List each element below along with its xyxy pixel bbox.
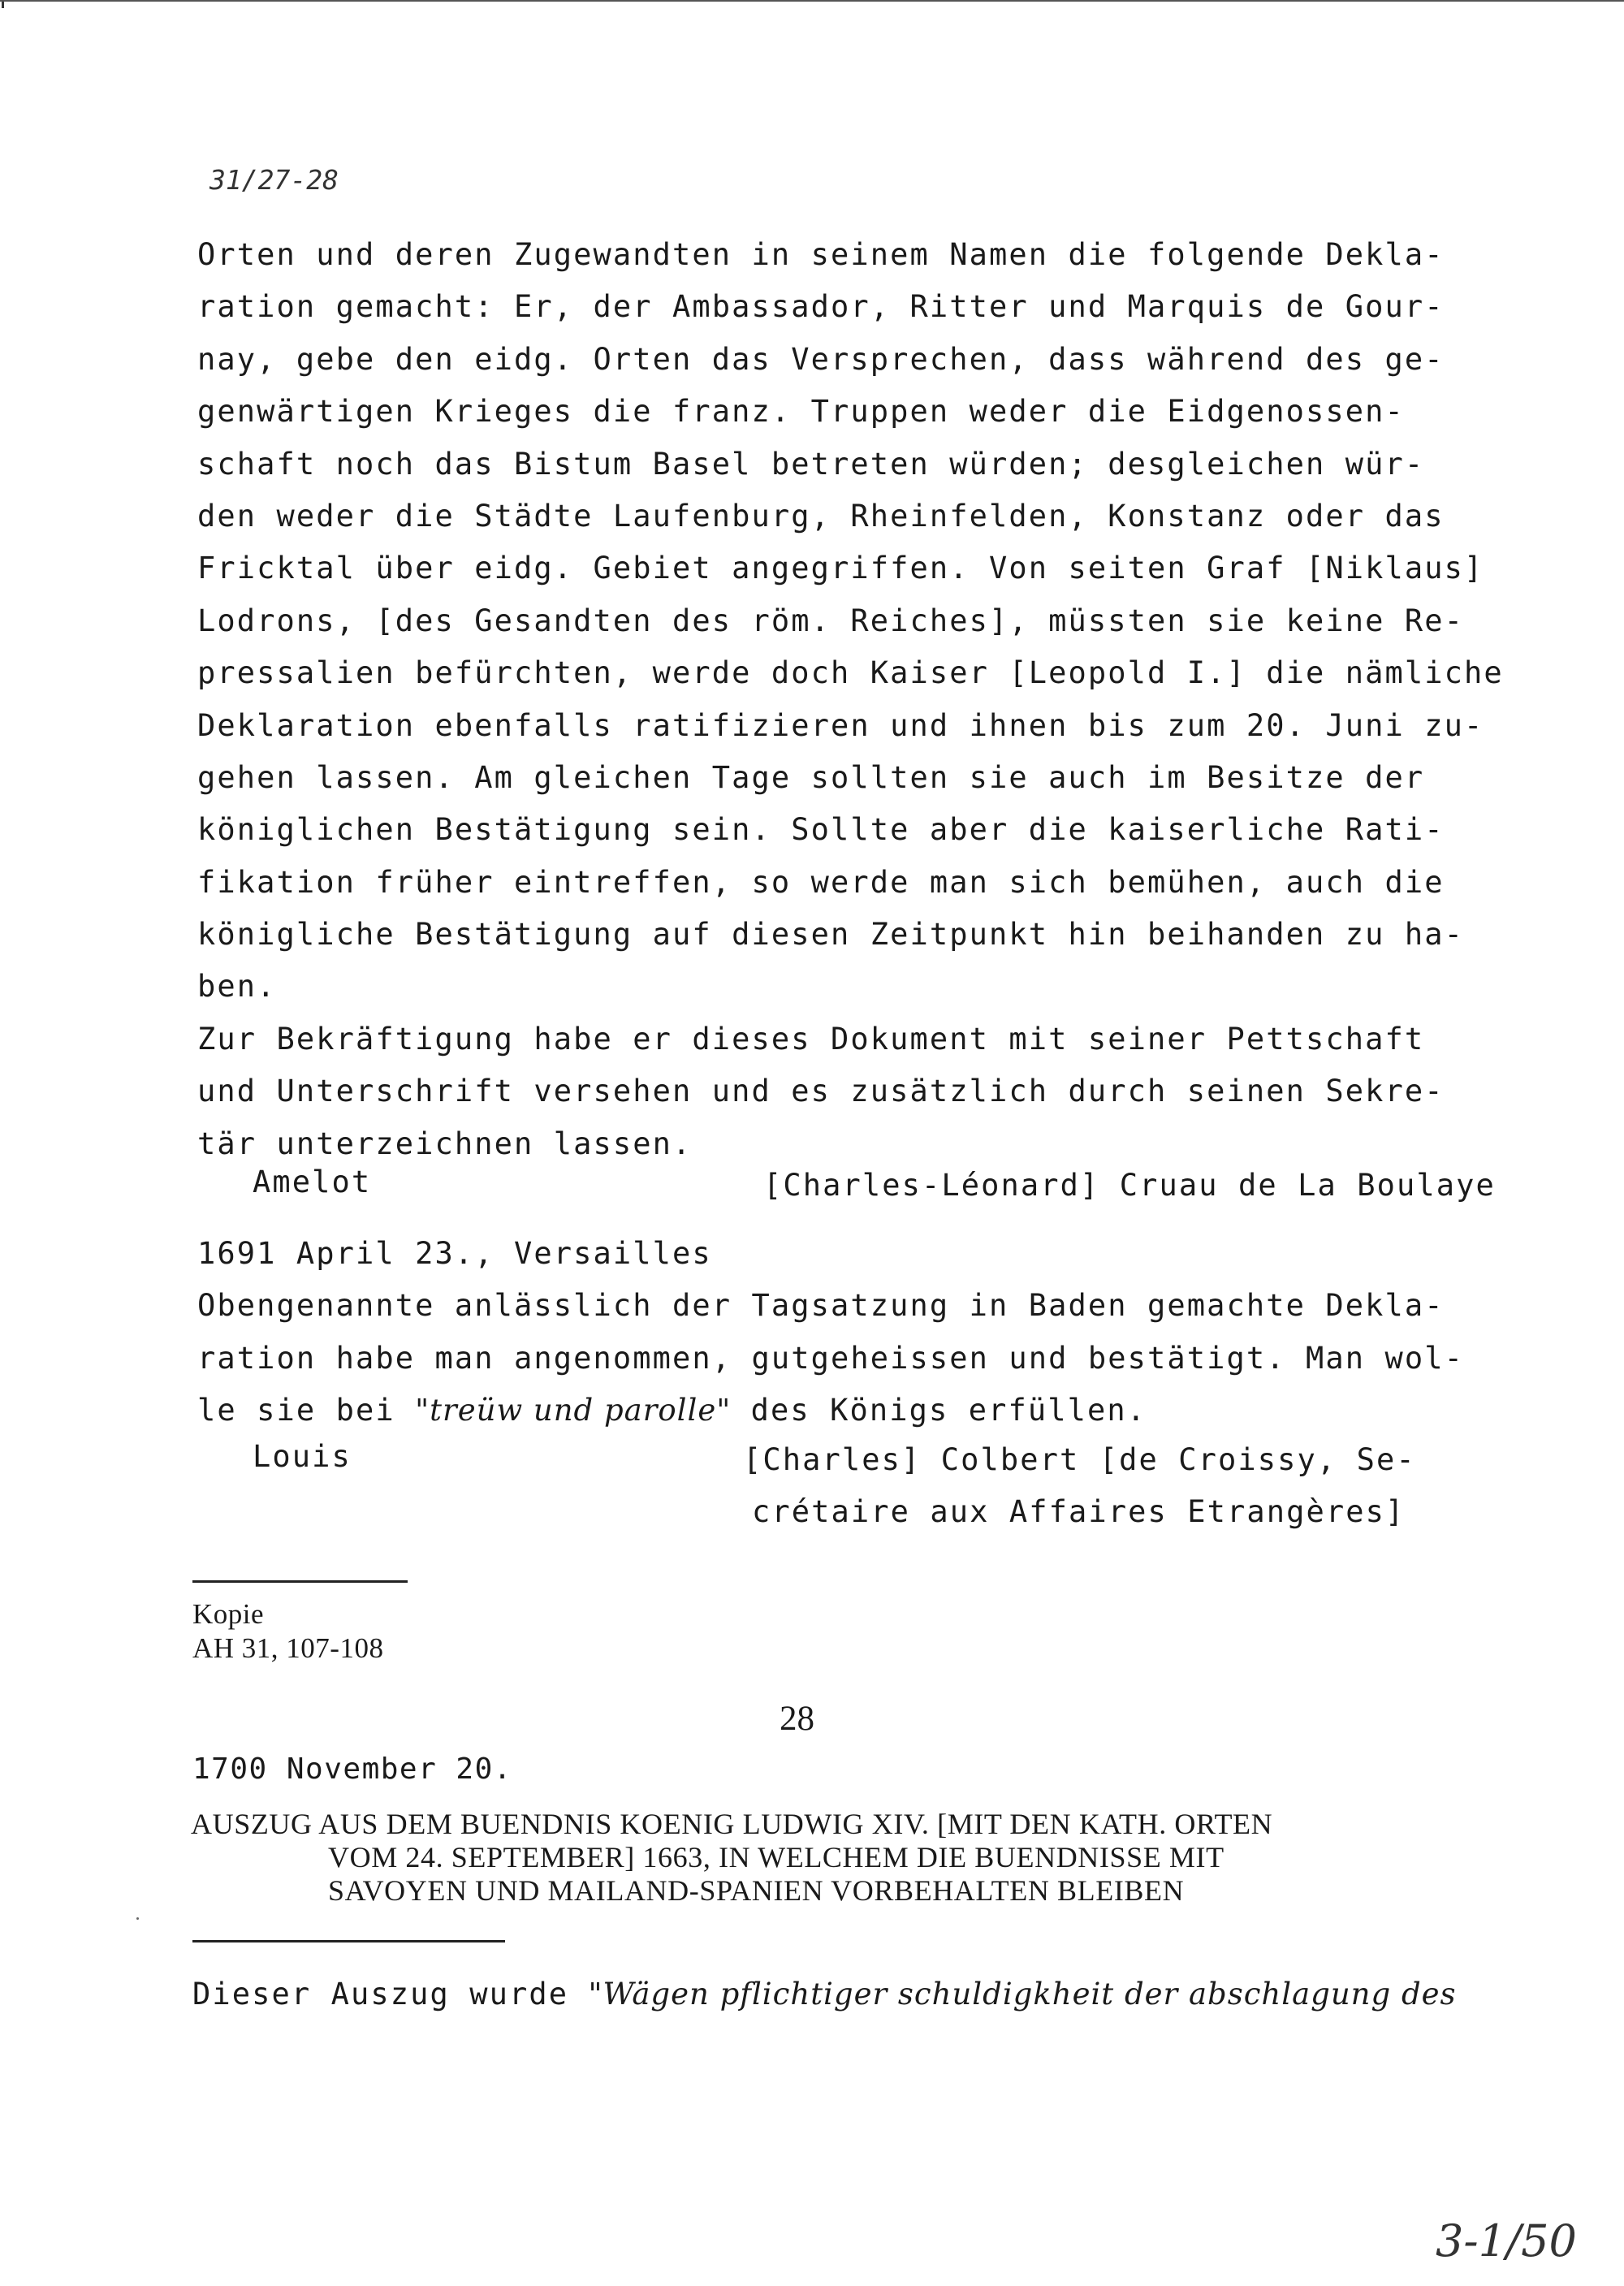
signature-amelot: Amelot bbox=[253, 1165, 372, 1199]
text-line: genwärtigen Krieges die franz. Truppen weder die Eidgenossen- bbox=[197, 394, 1405, 430]
footnote-rule bbox=[192, 1580, 408, 1583]
text-line: ration habe man angenommen, gutgeheissen und bestätigt. Man wol- bbox=[197, 1340, 1465, 1376]
document-title-line-1: AUSZUG AUS DEM BUENDNIS KOENIG LUDWIG XIV. [MIT DEN KATH. ORTEN bbox=[191, 1808, 1273, 1840]
document-number: 28 bbox=[780, 1700, 814, 1738]
main-text-block bbox=[197, 229, 1594, 1170]
text-line: fikation früher eintreffen, so werde man sich bemühen, auch die bbox=[197, 864, 1445, 900]
text-line: Obengenannte anlässlich der Tagsatzung in Baden gemachte Dekla- bbox=[197, 1288, 1445, 1324]
footnote-source: AH 31, 107-108 bbox=[192, 1632, 384, 1664]
text-line: schaft noch das Bistum Basel betreten würden; desgleichen wür- bbox=[197, 446, 1425, 482]
document-title-line-2: VOM 24. SEPTEMBER] 1663, IN WELCHEM DIE BUENDNISSE MIT bbox=[328, 1841, 1224, 1873]
text-line: Orten und deren Zugewandten in seinem Namen die folgende Dekla- bbox=[197, 237, 1445, 272]
signature-cruau: [Charles-Léonard] Cruau de La Boulaye bbox=[763, 1168, 1496, 1203]
document-title-line-3: SAVOYEN UND MAILAND-SPANIEN VORBEHALTEN BLEIBEN bbox=[328, 1874, 1185, 1907]
title-rule bbox=[192, 1940, 505, 1942]
text-line: den weder die Städte Laufenburg, Rheinfelden, Konstanz oder das bbox=[197, 498, 1445, 534]
second-section bbox=[197, 1228, 1594, 1437]
text-line: pressalien befürchten, werde doch Kaiser [Leopold I.] die nämliche bbox=[197, 655, 1504, 691]
page-reference: 31/27-28 bbox=[209, 164, 339, 196]
text-line: königliche Bestätigung auf diesen Zeitpunkt hin beihanden zu ha- bbox=[197, 917, 1465, 953]
scan-corner-mark bbox=[2, 2, 4, 8]
text-line: ben. bbox=[197, 969, 277, 1005]
text-line: Zur Bekräftigung habe er dieses Dokument mit seiner Pettschaft bbox=[197, 1021, 1425, 1057]
text-line: nay, gebe den eidg. Orten das Versprechen, dass während des ge- bbox=[197, 341, 1445, 377]
signature-colbert-1: [Charles] Colbert [de Croissy, Se- bbox=[743, 1442, 1416, 1477]
scan-top-border bbox=[0, 0, 1624, 2]
date-line: 1691 April 23., Versailles bbox=[197, 1236, 712, 1271]
footnote-kopie: Kopie bbox=[192, 1598, 265, 1630]
text-line: Fricktal über eidg. Gebiet angegriffen. Von seiten Graf [Niklaus] bbox=[197, 551, 1484, 586]
text-line: gehen lassen. Am gleichen Tage sollten sie auch im Besitze der bbox=[197, 759, 1425, 795]
signature-colbert-2: crétaire aux Affaires Etrangères] bbox=[752, 1494, 1406, 1529]
signature-louis: Louis bbox=[253, 1439, 352, 1474]
text-line: ration gemacht: Er, der Ambassador, Ritter und Marquis de Gour- bbox=[197, 289, 1445, 325]
text-line: Lodrons, [des Gesandten des röm. Reiches], müssten sie keine Re- bbox=[197, 603, 1465, 638]
text-line: Deklaration ebenfalls ratifizieren und ihnen bis zum 20. Juni zu- bbox=[197, 707, 1484, 743]
scan-speck bbox=[136, 1917, 139, 1920]
document-date: 1700 November 20. bbox=[192, 1752, 512, 1786]
text-line: und Unterschrift versehen und es zusätzlich durch seinen Sekre- bbox=[197, 1074, 1445, 1109]
text-line: tär unterzeichnen lassen. bbox=[197, 1126, 693, 1161]
closing-line: Dieser Auszug wurde "Wägen pflichtiger schuldigkheit der abschlagung des bbox=[192, 1977, 1457, 2012]
handwritten-page-number: 3-1/50 bbox=[1436, 2215, 1577, 2267]
text-line-quote: le sie bei "treüw und parolle" des Königs erfüllen. bbox=[197, 1393, 1147, 1428]
text-line: königlichen Bestätigung sein. Sollte aber die kaiserliche Rati- bbox=[197, 812, 1445, 848]
